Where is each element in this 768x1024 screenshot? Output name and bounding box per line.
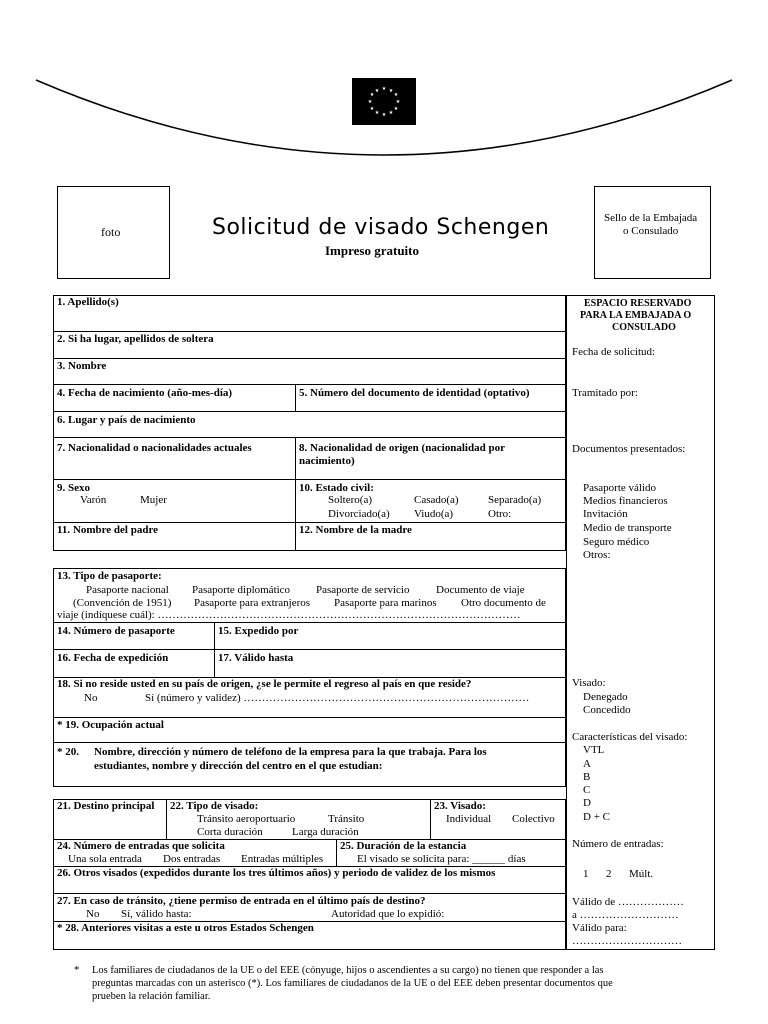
option-return-no[interactable]: No	[84, 692, 98, 704]
reserved-doc-funds: Medios financieros	[583, 495, 668, 507]
field-maiden-name[interactable]: 2. Si ha lugar, apellidos de soltera	[57, 333, 214, 345]
page-subtitle: Impreso gratuito	[325, 243, 420, 258]
photo-label: foto	[101, 225, 121, 239]
field-valid-until[interactable]: 17. Válido hasta	[218, 652, 294, 664]
option-sex-female[interactable]: Mujer	[140, 494, 167, 506]
field-other-visas[interactable]: 26. Otros visados (expedidos durante los tres últimos años) y periodo de validez de los mismos	[57, 867, 496, 879]
option-transit-no[interactable]: No	[86, 908, 100, 920]
reserved-doc-transport: Medio de transporte	[583, 522, 672, 534]
reserved-cat-d: D	[583, 797, 591, 809]
field-stay-duration: 25. Duración de la estancia	[340, 840, 467, 852]
field-visa-kind: 23. Visado:	[434, 800, 486, 812]
svg-text:★: ★	[393, 106, 399, 112]
reserved-doc-insurance: Seguro médico	[583, 536, 650, 548]
option-sex-male[interactable]: Varón	[80, 494, 107, 506]
option-visa-long-stay[interactable]: Larga duración	[292, 826, 359, 838]
reserved-visa-features: Características del visado:	[572, 731, 688, 743]
field-origin-nationality-line2: nacimiento)	[299, 455, 355, 467]
reserved-valid-from: Válido de ………………	[572, 896, 684, 908]
reserved-handled-by: Tramitado por:	[572, 387, 638, 399]
field-transit-permit: 27. En caso de tránsito, ¿tiene permiso de entrada en el último país de destino?	[57, 895, 426, 907]
svg-text:★: ★	[381, 112, 387, 118]
option-entry-multiple[interactable]: Entradas múltiples	[241, 853, 324, 865]
field-previous-visits[interactable]: * 28. Anteriores visitas a este u otros Estados Schengen	[57, 922, 314, 934]
eu-flag-logo	[352, 78, 416, 125]
field-employer-number: * 20.	[57, 746, 79, 758]
field-occupation[interactable]: * 19. Ocupación actual	[57, 719, 164, 731]
option-civil-single[interactable]: Soltero(a)	[328, 494, 372, 506]
svg-text:★: ★	[367, 99, 373, 105]
field-visa-type: 22. Tipo de visado:	[170, 800, 259, 812]
option-civil-widowed[interactable]: Viudo(a)	[414, 508, 454, 520]
reserved-visa: Visado:	[572, 677, 606, 689]
reserved-heading-line3: CONSULADO	[612, 322, 676, 333]
field-nationality[interactable]: 7. Nacionalidad o nacionalidades actuales	[57, 442, 252, 454]
option-entry-single[interactable]: Una sola entrada	[68, 853, 142, 865]
reserved-entries-mult: Múlt.	[629, 868, 654, 880]
option-civil-other[interactable]: Otro:	[488, 508, 512, 520]
field-first-name[interactable]: 3. Nombre	[57, 360, 107, 372]
option-transit-yes[interactable]: Sí, válido hasta:	[121, 908, 192, 920]
reserved-visa-denied: Denegado	[583, 691, 628, 703]
field-entries-requested: 24. Número de entradas que solicita	[57, 840, 225, 852]
option-pass-foreigners[interactable]: Pasaporte para extranjeros	[194, 597, 311, 609]
reserved-doc-other: Otros:	[583, 549, 611, 561]
svg-text:★: ★	[369, 106, 375, 112]
option-return-yes[interactable]: Sí (número y validez) ……………………………………………………………………	[145, 692, 530, 704]
field-origin-nationality[interactable]: 8. Nacionalidad de origen (nacionalidad por	[299, 442, 505, 454]
reserved-entries-1: 1	[583, 868, 589, 880]
reserved-cat-b: B	[583, 771, 591, 783]
field-surname[interactable]: 1. Apellido(s)	[57, 296, 119, 308]
option-pass-other-specify[interactable]: viaje (indíquese cuál): ………………………………………………………………………………………	[57, 609, 521, 621]
reserved-cat-a: A	[583, 758, 591, 770]
field-id-number[interactable]: 5. Número del documento de identidad (optativo)	[299, 387, 530, 399]
option-civil-married[interactable]: Casado(a)	[414, 494, 459, 506]
option-pass-diplomatic[interactable]: Pasaporte diplomático	[192, 584, 291, 596]
field-father-name[interactable]: 11. Nombre del padre	[57, 524, 159, 536]
svg-text:★: ★	[374, 88, 380, 94]
footnote-line3: prueben la relación familiar.	[92, 991, 211, 1002]
svg-text:★: ★	[393, 92, 399, 98]
reserved-application-date: Fecha de solicitud:	[572, 346, 656, 358]
field-transit-authority[interactable]: Autoridad que lo expidió:	[331, 908, 445, 920]
stamp-label-line1: Sello de la Embajada	[604, 212, 698, 224]
footnote-line2: preguntas marcadas con un asterisco (*). Los familiares de ciudadanos de la UE o del EEE deben presentar documentos que	[92, 978, 613, 989]
stamp-label-line2: o Consulado	[623, 225, 679, 237]
reserved-visa-granted: Concedido	[583, 704, 631, 716]
field-issued-by[interactable]: 15. Expedido por	[218, 625, 299, 637]
reserved-valid-to: a ………………………	[572, 909, 679, 921]
option-pass-national[interactable]: Pasaporte nacional	[86, 584, 169, 596]
reserved-entries-2: 2	[606, 868, 612, 880]
field-mother-name[interactable]: 12. Nombre de la madre	[299, 524, 412, 536]
field-birth-date[interactable]: 4. Fecha de nacimiento (año-mes-día)	[57, 387, 233, 399]
option-pass-other[interactable]: Otro documento de	[461, 597, 546, 609]
option-pass-convention: (Convención de 1951)	[73, 597, 172, 609]
svg-text:★: ★	[374, 110, 380, 116]
option-visa-transit[interactable]: Tránsito	[328, 813, 365, 825]
option-visa-individual[interactable]: Individual	[446, 813, 492, 825]
field-sex: 9. Sexo	[57, 482, 90, 494]
svg-text:★: ★	[395, 99, 401, 105]
field-main-destination[interactable]: 21. Destino principal	[57, 800, 155, 812]
option-pass-travel-doc[interactable]: Documento de viaje	[436, 584, 525, 596]
field-return-permit: 18. Si no reside usted en su país de origen, ¿se le permite el regreso al país en que reside?	[57, 678, 472, 690]
reserved-entries: Número de entradas:	[572, 838, 664, 850]
reserved-heading-line2: PARA LA EMBAJADA O	[580, 310, 692, 321]
option-civil-separated[interactable]: Separado(a)	[488, 494, 542, 506]
field-stay-days[interactable]: El visado se solicita para: ______ días	[357, 853, 526, 865]
svg-text:★: ★	[388, 88, 394, 94]
page-title: Solicitud de visado Schengen	[212, 215, 550, 240]
reserved-valid-for: Válido para:	[572, 922, 627, 934]
svg-text:★: ★	[388, 110, 394, 116]
reserved-cat-dc: D + C	[583, 811, 610, 823]
reserved-cat-c: C	[583, 784, 591, 796]
field-birth-place[interactable]: 6. Lugar y país de nacimiento	[57, 414, 196, 426]
field-passport-type: 13. Tipo de pasaporte:	[57, 570, 162, 582]
reserved-vtl: VTL	[583, 744, 605, 756]
footnote-star: *	[74, 964, 80, 976]
field-issue-date[interactable]: 16. Fecha de expedición	[57, 652, 169, 664]
reserved-valid-for-dots: …………………………	[572, 935, 682, 947]
reserved-documents: Documentos presentados:	[572, 443, 686, 455]
option-visa-collective[interactable]: Colectivo	[512, 813, 555, 825]
option-visa-short-stay[interactable]: Corta duración	[197, 826, 263, 838]
field-passport-number[interactable]: 14. Número de pasaporte	[57, 625, 175, 637]
reserved-doc-invitation: Invitación	[583, 508, 628, 520]
option-civil-divorced[interactable]: Divorciado(a)	[328, 508, 390, 520]
field-employer[interactable]: Nombre, dirección y número de teléfono de la empresa para la que trabaja. Para los	[94, 746, 487, 758]
option-pass-seamen[interactable]: Pasaporte para marinos	[334, 597, 437, 609]
svg-text:★: ★	[369, 92, 375, 98]
reserved-heading-line1: ESPACIO RESERVADO	[584, 298, 692, 309]
footnote-line1: Los familiares de ciudadanos de la UE o del EEE (cónyuge, hijos o ascendientes a su cargo) no tienen que responder a las	[92, 965, 604, 976]
field-employer-line2: estudiantes, nombre y dirección del centro en el que estudian:	[94, 760, 383, 772]
reserved-doc-passport: Pasaporte válido	[583, 482, 657, 494]
svg-text:★: ★	[381, 86, 387, 92]
option-entry-two[interactable]: Dos entradas	[163, 853, 221, 865]
option-pass-service[interactable]: Pasaporte de servicio	[316, 584, 410, 596]
field-civil-status: 10. Estado civil:	[299, 482, 374, 494]
option-visa-airport-transit[interactable]: Tránsito aeroportuario	[197, 813, 296, 825]
